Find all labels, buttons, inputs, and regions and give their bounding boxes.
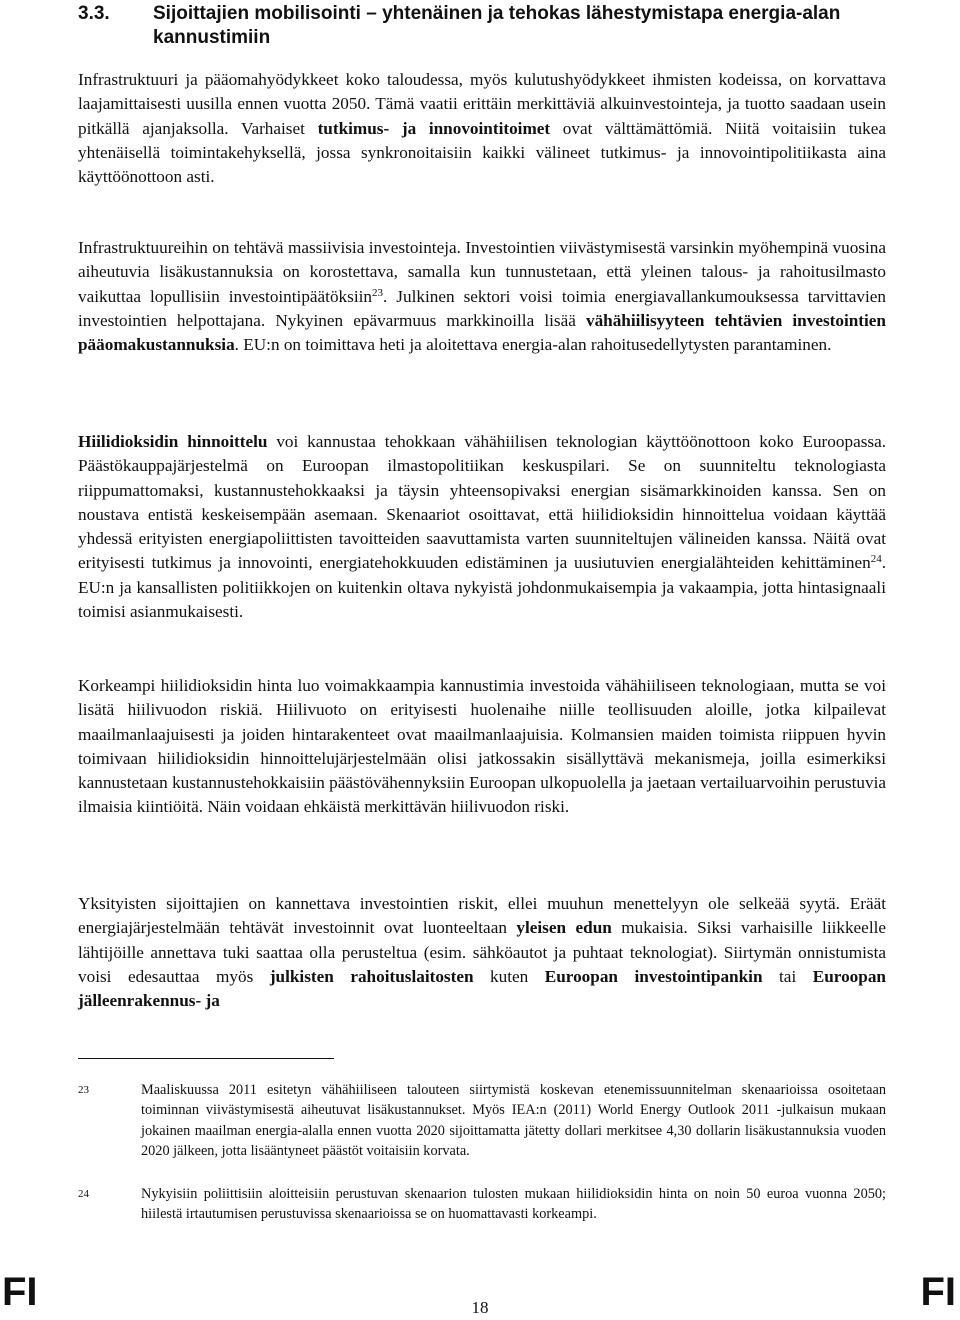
language-code-right: FI	[920, 1270, 956, 1314]
paragraph-5: Yksityisten sijoittajien on kannettava investointien riskit, ellei muuhun menettelyyn ole selkeää syytä. Eräät energiajärjestelmään tehtävät investoinnit ovat luonteeltaan yleisen edun mukaisia. Siksi varhaisille liikkeelle lähtijöille annettava tuki saattaa olla perusteltua (esim. sähköautot ja puhtaat teknologiat). Siirtymän onnistumista voisi edesauttaa myös julkisten rahoituslaitosten kuten Euroopan investointipankin tai Euroopan jälleenrakennus- ja	[78, 894, 886, 1011]
footnote-number: 24	[78, 1188, 89, 1200]
section-number: 3.3.	[78, 3, 110, 24]
page-number: 18	[471, 1298, 489, 1317]
footnote-ref-24[interactable]: 24	[870, 553, 882, 566]
language-code-left: FI	[2, 1270, 38, 1314]
footnote-separator	[78, 1058, 334, 1059]
footnote-text: Nykyisiin poliittisiin aloitteisiin perustuvan skenaarion tulosten mukaan hiilidioksidin hinta on noin 50 euroa vuonna 2050; hiilestä irtautumisen perustuvissa skenaarioissa se on huomattavasti korkeampi.	[141, 1186, 886, 1223]
paragraph-3: Hiilidioksidin hinnoittelu voi kannustaa tehokkaan vähähiilisen teknologian käyttöönottoon koko Euroopassa. Päästökauppajärjestelmä on Euroopan ilmastopolitiikan keskuspilari. Se on suunniteltu teknologiasta riippumattomaksi, kustannustehokkaaksi ja täysin yhteensopivaksi energian sisämarkkinoiden kanssa. Sen on noustava entistä keskeisempään asemaan. Skenaariot osoittavat, että hiilidioksidin hinnoittelua voidaan käyttää yhdessä erityisten energiapoliittisten tavoitteiden saavuttamista varten suunniteltujen välineiden kanssa. Näitä ovat erityisesti tutkimus ja innovointi, energiatehokkuuden edistäminen ja uusiutuvien energialähteiden kehittäminen$^{24}$. EU:n ja kansallisten politiikkojen on kuitenkin oltava nykyistä johdonmukaisempia ja vakaampia, jotta hintasignaali toimisi asianmukaisesti.	[78, 432, 886, 622]
paragraph-4: Korkeampi hiilidioksidin hinta luo voimakkaampia kannustimia investoida vähähiiliseen teknologiaan, mutta se voi lisätä hiilivuodon riskiä. Hiilivuoto on erityisesti huolenaihe niille teollisuuden aloille, jotka kilpailevat maailmanlaajuisesti ja joiden hintarakenteet ovat maailmanlaajuisia. Kolmansien maiden toimista riippuen hyvin toimivaan hiilidioksidin hinnoittelujärjestelmään olisi jatkossakin sisällyttävä mekanismeja, joilla esimerkiksi kannustetaan kustannustehokkaisiin päästövähennyksiin Euroopan ulkopuolella ja jaetaan vertailuarvoihin perustuvia ilmaisia kiintiöitä. Näin voidaan ehkäistä merkittävän hiilivuodon riski.	[78, 676, 886, 817]
section-heading	[78, 2, 888, 50]
footnote-text: Maaliskuussa 2011 esitetyn vähähiiliseen talouteen siirtymistä koskevan etenemissuunnitelman skenaarioissa osoitetaan toiminnan viivästymisestä aiheutuvat lisäkustannukset. Myös IEA:n (2011) World Energy Outlook 2011 -julkaisun mukaan jokainen maailman energia-alalla ennen vuotta 2020 sijoittamatta jätetty dollari merkitsee 4,30 dollarin lisäkustannuksia vuoden 2020 jälkeen, jotta lisääntyneet päästöt voitaisiin korvata.	[141, 1082, 886, 1159]
paragraph-2: Infrastruktuureihin on tehtävä massiivisia investointeja. Investointien viivästymisestä varsinkin myöhempinä vuosina aiheutuvia lisäkustannuksia on korostettava, samalla kun tunnustetaan, että yleinen talous- ja rahoitusilmasto vaikuttaa lopullisiin investointipäätöksiin$^{23}$. Julkinen sektori voisi toimia energiavallankumouksessa tarvittavien investointien helpottajana. Nykyinen epävarmuus markkinoilla lisää vähähiilisyyteen tehtävien investointien pääomakustannuksia. EU:n on toimittava heti ja aloitettava energia-alan rahoitusedellytysten parantaminen.	[78, 238, 886, 355]
section-title: Sijoittajien mobilisointi – yhtenäinen ja tehokas lähestymistapa energia-alan kannustimiin	[153, 3, 841, 48]
footnote-23	[78, 1080, 886, 1161]
footnote-ref-23[interactable]: 23	[371, 286, 383, 299]
footnote-24	[78, 1184, 886, 1225]
paragraph-1: Infrastruktuuri ja pääomahyödykkeet koko taloudessa, myös kulutushyödykkeet ihmisten kodeissa, on korvattava laajamittaisesti uusilla ennen vuotta 2050. Tämä vaatii erittäin merkittäviä alkuinvestointeja, ja tuotto saadaan usein pitkällä ajanjaksolla. Varhaiset tutkimus- ja innovointitoimet ovat välttämättömiä. Niitä voitaisiin tukea yhtenäisellä toimintakehyksellä, jossa synkronoitaisiin kaikki välineet tutkimus- ja innovointipolitiikasta aina käyttöönottoon asti.	[78, 70, 886, 187]
footnote-number: 23	[78, 1084, 89, 1096]
